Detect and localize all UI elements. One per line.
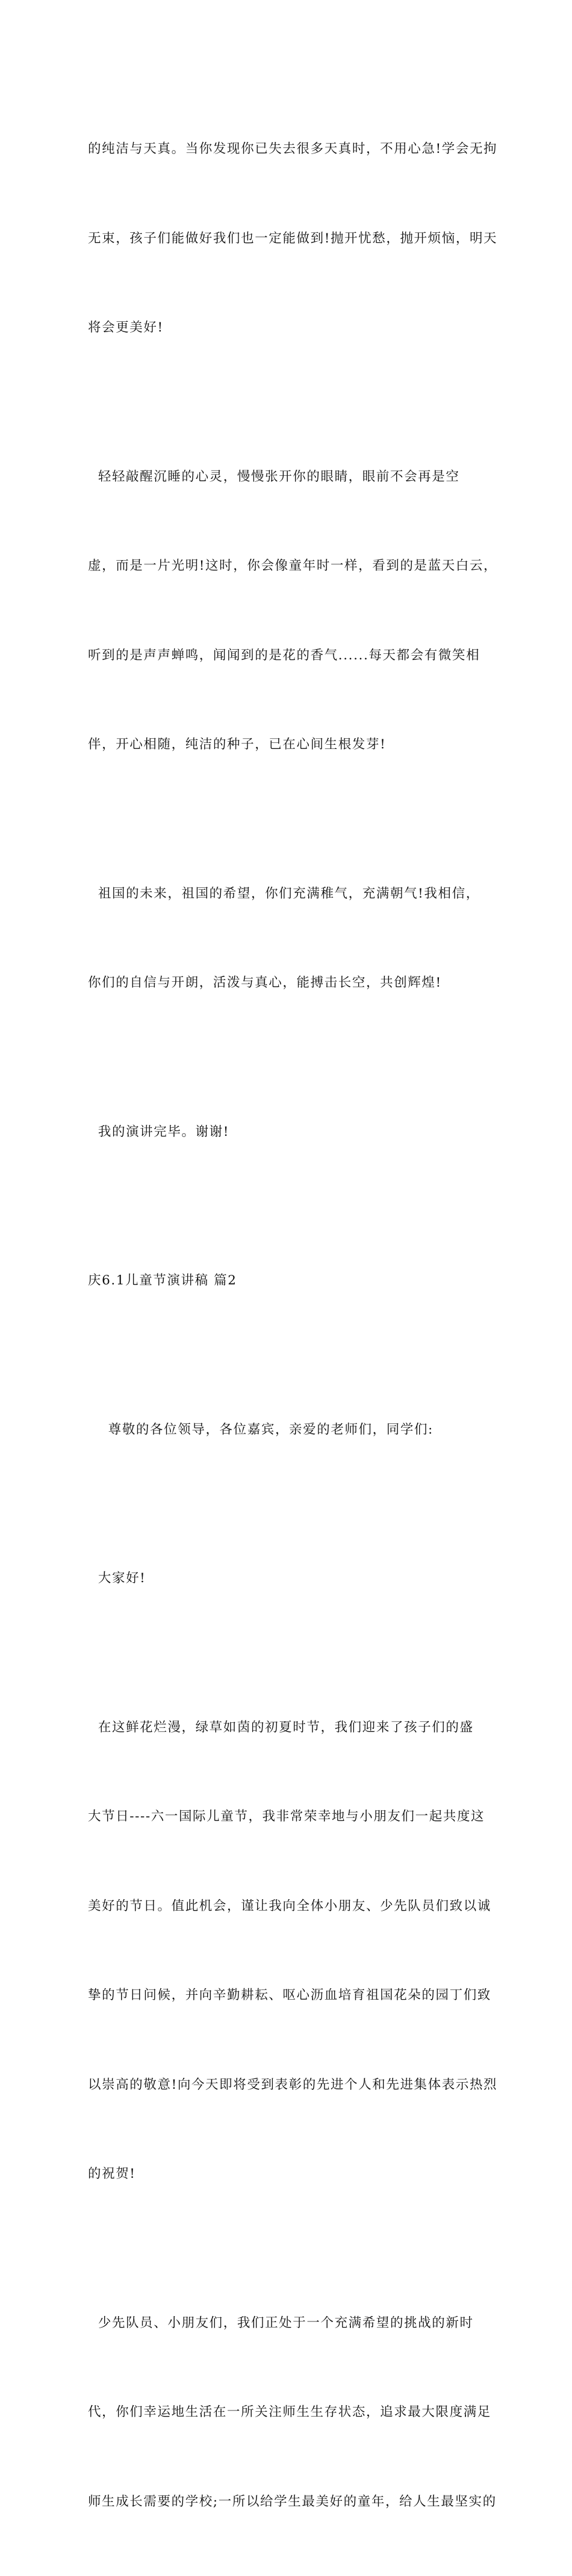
text-line: 大节日----六一国际儿童节，我非常荣幸地与小朋友们一起共度这 (88, 1802, 491, 1832)
paragraph-5 (88, 1653, 491, 2249)
paragraph-6 (88, 2249, 491, 2576)
document-body (88, 75, 491, 2576)
text-line: 以崇高的敬意!向今天即将受到表彰的先进个人和先进集体表示热烈 (88, 2070, 491, 2100)
text-line: 美好的节日。值此机会，谨让我向全体小朋友、少先队员们致以诚 (88, 1891, 491, 1921)
text-line: 轻轻敲醒沉睡的心灵，慢慢张开你的眼睛，眼前不会再是空 (88, 462, 491, 492)
text-line: 祖国的未来，祖国的希望，你们充满稚气，充满朝气!我相信， (88, 879, 491, 909)
text-line: 虚，而是一片光明!这时，你会像童年时一样，看到的是蓝天白云， (88, 551, 491, 581)
greeting (88, 1504, 491, 1653)
text-line: 的纯洁与天真。当你发现你已失去很多天真时，不用心急!学会无拘 (88, 134, 491, 164)
paragraph-2 (88, 402, 491, 819)
text-line: 少先队员、小朋友们，我们正处于一个充满希望的挑战的新时 (88, 2308, 491, 2338)
text-line: 伴，开心相随，纯洁的种子，已在心间生根发芽! (88, 730, 491, 760)
text-line: 大家好! (88, 1564, 491, 1594)
section-heading (88, 1206, 491, 1355)
paragraph-3 (88, 819, 491, 1058)
text-line: 代，你们幸运地生活在一所关注师生生存状态，追求最大限度满足 (88, 2397, 491, 2427)
paragraph-4 (88, 1058, 491, 1207)
text-line: 无束，孩子们能做好我们也一定能做到!抛开忧愁，抛开烦恼，明天 (88, 224, 491, 254)
text-line: 你们的自信与开朗，活泼与真心，能搏击长空，共创辉煌! (88, 968, 491, 998)
paragraph-1 (88, 75, 491, 402)
salutation (88, 1355, 491, 1505)
text-line: 我的演讲完毕。谢谢! (88, 1117, 491, 1147)
text-line: 将会更美好! (88, 313, 491, 343)
text-line: 在这鲜花烂漫，绿草如茵的初夏时节，我们迎来了孩子们的盛 (88, 1713, 491, 1743)
text-line: 挚的节日问候，并向辛勤耕耘、呕心沥血培育祖国花朵的园丁们致 (88, 1980, 491, 2011)
text-line: 师生成长需要的学校;一所以给学生最美好的童年，给人生最坚实的 (88, 2487, 491, 2517)
document-page (0, 0, 572, 809)
text-line: 的祝贺! (88, 2159, 491, 2189)
text-line: 听到的是声声蝉鸣，闻闻到的是花的香气......每天都会有微笑相 (88, 641, 491, 671)
heading-line: 庆6.1儿童节演讲稿 篇2 (88, 1266, 491, 1296)
text-line: 尊敬的各位领导，各位嘉宾，亲爱的老师们，同学们: (88, 1415, 491, 1445)
